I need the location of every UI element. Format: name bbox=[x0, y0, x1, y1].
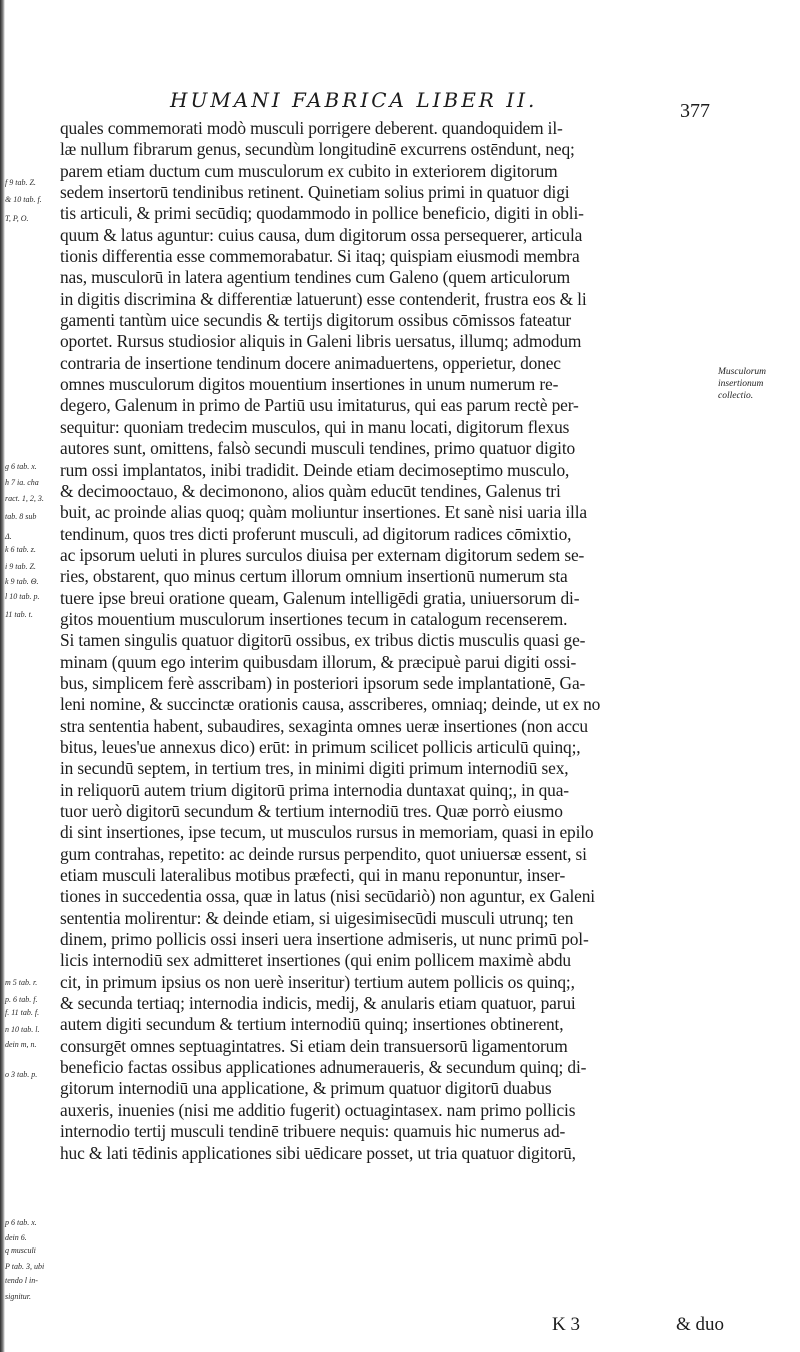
text-line: quales commemorati modò musculi porrigere deberent. quandoquidem il- bbox=[60, 118, 563, 138]
text-line: consurgēt omnes septuagintatres. Si etiam dein transuersorū ligamentorum bbox=[60, 1035, 568, 1056]
text-line: parem etiam ductum cum musculorum ex cubito in exteriorem digitorum bbox=[60, 160, 558, 181]
page-number: 377 bbox=[680, 100, 710, 122]
text-line: & decimooctauo, & decimonono, alios quàm educūt tendines, Galenus tri bbox=[60, 480, 561, 501]
text-line: leni nomine, & succinctæ orationis causa, asscriberes, omniaq; deinde, ut ex no bbox=[60, 694, 601, 715]
margin-reference: h 7 ia. cha bbox=[5, 478, 39, 487]
text-line: internodio tertij musculi tendinē tribuere nequis: quamuis hic numerus ad- bbox=[60, 1121, 566, 1142]
margin-reference: T, P, O. bbox=[5, 214, 29, 223]
text-line: auxeris, inuenies (nisi me additio fugerit) octuagintasex. nam primo pollicis bbox=[60, 1099, 576, 1120]
text-line: ac ipsorum ueluti in plures surculos diuisa per externam digitorum sedem se- bbox=[60, 544, 585, 565]
text-line: beneficio factas ossibus applicationes adnumeraueris, & secundum quinq; di- bbox=[60, 1057, 587, 1078]
margin-reference: g 6 tab. x. bbox=[5, 462, 37, 471]
text-line: minam (quum ego interim quibusdam illorum, & præcipuè parui digiti ossi- bbox=[60, 651, 577, 672]
text-line: tuere ipse breui oratione queam, Galenum intelligēdi gratia, uniuersorum di- bbox=[60, 587, 580, 608]
text-line: huc & lati tēdinis applicationes sibi uēdicare posset, ut tria quatuor digitorū, bbox=[60, 1142, 576, 1163]
text-line: tiones in succedentia ossa, quæ in latus (nisi secūdariò) non aguntur, ex Galeni bbox=[60, 886, 595, 907]
text-line: gum contrahas, repetito: ac deinde rursus perpendito, quot uniuersæ essent, si bbox=[60, 843, 587, 864]
margin-reference: tendo l in- bbox=[5, 1276, 38, 1285]
text-line: læ nullum fibrarum genus, secundùm longitudinē excurrens ostēndunt, neq; bbox=[60, 139, 575, 160]
body-text bbox=[60, 118, 715, 1164]
text-line: cit, in primum ipsius os non uerè inseritur) tertium autem pollicis os quinq;, bbox=[60, 971, 575, 992]
signature-mark: K 3 bbox=[552, 1314, 580, 1335]
margin-reference: p. 6 tab. f. bbox=[5, 995, 38, 1004]
text-line: rum ossi implantatos, inibi tradidit. Deinde etiam decimoseptimo musculo, bbox=[60, 459, 570, 480]
text-line: gitorum internodiū una applicatione, & primum quatuor digitorū duabus bbox=[60, 1078, 552, 1099]
margin-reference: dein m, n. bbox=[5, 1040, 37, 1049]
text-line: tis articuli, & primi secūdiq; quodammodo in pollice beneficio, digiti in obli- bbox=[60, 203, 584, 224]
text-line: autem digiti secundum & tertium internodiū quinq; insertiones obtinerent, bbox=[60, 1014, 564, 1035]
text-line: stra sententia habent, subaudires, sexaginta omnes ueræ insertiones (non accu bbox=[60, 715, 588, 736]
text-line: buit, ac proinde alias quoq; quàm moliuntur insertiones. Et sanè nisi uaria illa bbox=[60, 502, 587, 523]
margin-reference: dein 6. bbox=[5, 1233, 27, 1242]
text-line: sedem insertorū tendinibus retinent. Quinetiam solius primi in quatuor digi bbox=[60, 182, 570, 203]
margin-reference: tab. 8 sub bbox=[5, 512, 37, 521]
margin-reference: q musculi bbox=[5, 1246, 36, 1255]
margin-reference: ract. 1, 2, 3. bbox=[5, 494, 44, 503]
margin-reference: P tab. 3, ubi bbox=[5, 1262, 45, 1271]
text-line: gitos mouentium musculorum insertiones tecum in catalogum recenserem. bbox=[60, 608, 568, 629]
text-line: sententia molirentur: & deinde etiam, si uigesimisecūdi musculi utrunq; ten bbox=[60, 907, 574, 928]
text-line: quum & latus aguntur: cuius causa, dum digitorum ossa persequerer, articula bbox=[60, 224, 583, 245]
text-line: nas, musculorū in latera agentium tendines cum Galeno (quem articulorum bbox=[60, 267, 570, 288]
text-line: gamenti tantùm uice secundis & tertijs digitorum ossibus cōmissos fateatur bbox=[60, 310, 572, 331]
text-line: dinem, primo pollicis ossi inseri uera insertione admiseris, ut nunc primū pol- bbox=[60, 929, 589, 950]
margin-reference: k 6 tab. z. bbox=[5, 545, 36, 554]
text-line: bus, simplicem ferè asscribam) in posteriori ipsorum sede implantationē, Ga- bbox=[60, 672, 586, 693]
text-line: tionis differentia esse commemorabatur. Si itaq; quispiam eiusmodi membra bbox=[60, 246, 580, 267]
margin-reference: k 9 tab. Θ. bbox=[5, 577, 39, 586]
margin-reference: l 10 tab. p. bbox=[5, 592, 40, 601]
margin-reference: f 9 tab. Z. bbox=[5, 178, 36, 187]
text-line: contraria de insertione tendinum docere animaduertens, opperietur, donec bbox=[60, 352, 561, 373]
text-line: tuor uerò digitorū secundum & tertium internodiū tres. Quæ porrò eiusmo bbox=[60, 801, 563, 821]
text-line: degero, Galenum in primo de Partiū usu imitaturus, qui eas parum rectè per- bbox=[60, 395, 579, 416]
text-line: sequitur: quoniam tredecim musculos, qui in manu locati, digitorum flexus bbox=[60, 416, 570, 437]
text-line: in secundū septem, in tertium tres, in minimi digiti primum internodiū sex, bbox=[60, 758, 569, 779]
margin-reference: m 5 tab. r. bbox=[5, 978, 38, 987]
margin-reference: i 9 tab. Z. bbox=[5, 562, 36, 571]
margin-reference: & 10 tab. f. bbox=[5, 195, 42, 204]
catchword: & duo bbox=[676, 1314, 725, 1335]
side-note-line: Musculorum bbox=[718, 367, 767, 377]
text-line: in digitis discrimina & differentiæ latuerunt) esse contenderit, frustra eos & li bbox=[60, 288, 587, 309]
margin-reference: 11 tab. t. bbox=[5, 610, 33, 619]
text-line: oportet. Rursus studiosior aliquis in Galeni libris uersatus, illumq; admodum bbox=[60, 331, 582, 352]
margin-reference: Δ. bbox=[5, 532, 12, 541]
text-line: omnes musculorum digitos mouentium insertiones in unum numerum re- bbox=[60, 374, 559, 395]
side-note-line: insertionum bbox=[718, 379, 764, 389]
text-line: di sint insertiones, ipse tecum, ut musculos rursus in memoriam, quasi in epilo bbox=[60, 822, 594, 843]
text-line: autores sunt, omittens, falsò secundi musculi tendines, primo quatuor digito bbox=[60, 438, 576, 459]
text-line: Si tamen singulis quatuor digitorū ossibus, ex tribus dictis musculis quasi ge- bbox=[60, 630, 586, 651]
text-line: licis internodiū sex admitteret insertiones (qui enim pollicem maximè abdu bbox=[60, 950, 571, 971]
text-line: bitus, leues'ue annexus dico) erūt: in primum scilicet pollicis articulū quinq;, bbox=[60, 736, 581, 757]
text-line: in reliquorū autem trium digitorū prima internodia duntaxat quinq;, in qua- bbox=[60, 779, 569, 800]
margin-reference: o 3 tab. p. bbox=[5, 1070, 38, 1079]
text-line: etiam musculi lateralibus motibus præfecti, qui in manu reponuntur, inser- bbox=[60, 865, 566, 886]
text-line: ries, obstarent, quo minus certum illorum omnium insertionū numerum sta bbox=[60, 566, 568, 587]
text-line: tendinum, quos tres dicti proferunt musculi, ad digitorum radices cōmixtio, bbox=[60, 523, 572, 544]
side-note-line: collectio. bbox=[718, 391, 754, 401]
text-line: & secunda tertiaq; internodia indicis, medij, & anularis etiam quatuor, parui bbox=[60, 993, 576, 1014]
margin-reference: signitur. bbox=[5, 1292, 32, 1301]
running-head-title: HUMANI FABRICA LIBER II. bbox=[170, 88, 538, 112]
margin-reference: p 6 tab. x. bbox=[5, 1218, 37, 1227]
margin-note-musculorum-insertionum bbox=[718, 366, 766, 402]
margin-reference: n 10 tab. l. bbox=[5, 1025, 40, 1034]
margin-reference: f. 11 tab. f. bbox=[5, 1008, 40, 1017]
